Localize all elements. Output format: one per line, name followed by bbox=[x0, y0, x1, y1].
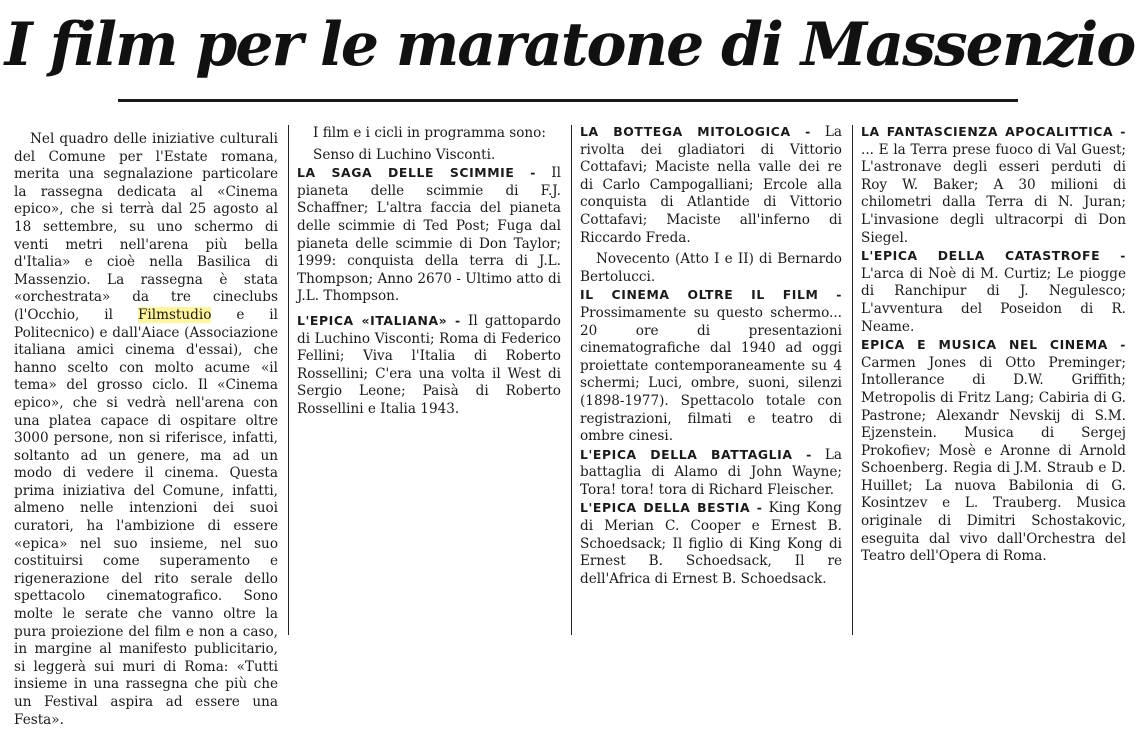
section-text: Prossimamente su questo schermo... 20 ore di presentazioni cinematografiche dal 1940 ad oggi proiettate contemporaneamente su 4 schermi; Luci, ombre, suoni, silenzi (1898-1977). Spettacolo totale con registrazioni, filmati e teatro di ombre cinesi. bbox=[580, 304, 842, 445]
section-text: Carmen Jones di Otto Preminger; Intollerance di D.W. Griffith; Metropolis di Fritz Lang; Cabiria di G. Pastrone; Alexandr Nevskij di S.M. Ejzenstein. Musica di Sergej Prokofiev; Mosè e Aronne di Arnold Schoenberg. Regia di J.M. Straub e D. Huillet; La nuova Babilonia di G. Kosintzev e L. Trauberg. Musica originale di Dimitri Schostakovic, eseguita dal vivo dall'Orchestra del Teatro dell'Opera di Roma. bbox=[861, 354, 1126, 565]
highlighted-word: Filmstudio bbox=[137, 306, 212, 323]
section-heading: LA BOTTEGA MITOLOGICA - bbox=[580, 124, 811, 139]
section-heading: L'EPICA DELLA BESTIA - bbox=[580, 500, 763, 516]
section-battaglia bbox=[580, 446, 842, 500]
section-fantascienza bbox=[861, 123, 1126, 247]
section-musica bbox=[861, 336, 1126, 566]
intro-text-continued: e il Politecnico) e dall'Aiace (Associazione italiana amici cinema d'essai), che hanno scelto con molto acume «il tema» del grosso ciclo. Il «Cinema epico», che si vedrà nell'arena con una platea capace di ospitare oltre 3000 persone, non si riferisce, infatti, soltanto ad un genere, ma ad un modo di vedere il cinema. Questa prima iniziativa del Comune, infatti, almeno nelle intenzioni dei suoi curatori, ha l'ambizione di essere «epica» nel suo insieme, nel suo costituirsi come superamento e rigenerazione del rito serale dello spettacolo cinematografico. Sono molte le serate che vanno oltre la pura proiezione del film e non a caso, in margine al manifesto publicitario, si leggerà sui muri di Roma: «Tutti insieme in una rassegna che più che un Festival aspira ad essere una Festa». bbox=[14, 306, 278, 728]
headline-rule bbox=[118, 99, 1018, 102]
intro-paragraph bbox=[14, 131, 278, 729]
section-bottega bbox=[580, 123, 842, 247]
column-divider bbox=[571, 125, 572, 635]
section-italiana bbox=[297, 312, 561, 419]
section-heading: L'EPICA DELLA BATTAGLIA - bbox=[580, 446, 812, 462]
section-text: La battaglia di Alamo di John Wayne; Tora! tora! tora di Richard Fleischer. bbox=[580, 446, 842, 498]
section-heading: L'EPICA «ITALIANA» - bbox=[297, 312, 461, 328]
programme-intro: I film e i cicli in programma sono: bbox=[313, 125, 546, 141]
article-headline: I film per le maratone di Massenzio bbox=[4, 10, 1135, 80]
article-column-4 bbox=[861, 123, 1126, 566]
article-column-3 bbox=[580, 123, 842, 588]
novecento-line: Novecento (Atto I e II) di Bernardo Bertolucci. bbox=[580, 251, 842, 285]
section-text: Il gattopardo di Luchino Visconti; Roma di Federico Fellini; Viva l'Italia di Roberto Rossellini; C'era una volta il West di Sergio Leone; Paisà di Roberto Rossellini e Italia 1943. bbox=[297, 312, 561, 417]
section-catastrofe bbox=[861, 247, 1126, 336]
article-column-1 bbox=[14, 131, 278, 729]
section-oltre bbox=[580, 286, 842, 445]
column-divider bbox=[852, 125, 853, 635]
visconti-line: Senso di Luchino Visconti. bbox=[313, 146, 496, 163]
column-divider bbox=[288, 125, 289, 635]
section-heading: L'EPICA DELLA CATASTROFE - bbox=[861, 248, 1126, 264]
section-heading: LA SAGA DELLE SCIMMIE - bbox=[297, 165, 537, 181]
intro-text: Nel quadro delle iniziative culturali del Comune per l'Estate romana, merita una segnalazione particolare la rassegna dedicata al «Cinema epico», che si terrà dal 25 agosto al 18 settembre, su uno schermo di venti metri nell'arena più bella d'Italia» e cioè nella Basilica di Massenzio. La rassegna è stata «orchestrata» da tre cineclubs (l'Occhio, il bbox=[14, 131, 278, 323]
section-saga bbox=[297, 164, 561, 306]
section-text: ... E la Terra prese fuoco di Val Guest; L'astronave degli esseri perduti di Roy W. Baker; A 30 milioni di chilometri dalla Terra di N. Juran; L'invasione degli ultracorpi di Don Siegel. bbox=[861, 141, 1126, 246]
section-bestia bbox=[580, 499, 842, 588]
article-column-2-content bbox=[297, 125, 561, 419]
section-text: La rivolta dei gladiatori di Vittorio Cottafavi; Maciste nella valle dei re di Carlo Campogalliani; Ercole alla conquista di Atlantide di Vittorio Cottafavi; Maciste all'inferno di Riccardo Freda. bbox=[580, 124, 842, 246]
section-text: King Kong di Merian C. Cooper e Ernest B. Schoedsack; Il figlio di King Kong di Ernest B. Schoedsack, Il re dell'Africa di Ernest B. Schoedsack. bbox=[580, 500, 842, 587]
section-heading: EPICA E MUSICA NEL CINEMA - bbox=[861, 337, 1126, 353]
section-heading: LA FANTASCIENZA APOCALITTICA - bbox=[861, 124, 1126, 139]
section-text: L'arca di Noè di M. Curtiz; Le piogge di Ranchipur di J. Negulesco; L'avventura del Poseidon di R. Neame. bbox=[861, 265, 1126, 335]
section-heading: IL CINEMA OLTRE IL FILM - bbox=[580, 287, 842, 303]
section-text: Il pianeta delle scimmie di F.J. Schaffner; L'altra faccia del pianeta delle scimmie di Ted Post; Fuga dal pianeta delle scimmie di Don Taylor; 1999: conquista della terra di J.L. Thompson; Anno 2670 - Ultimo atto di J.L. Thompson. bbox=[297, 165, 561, 305]
